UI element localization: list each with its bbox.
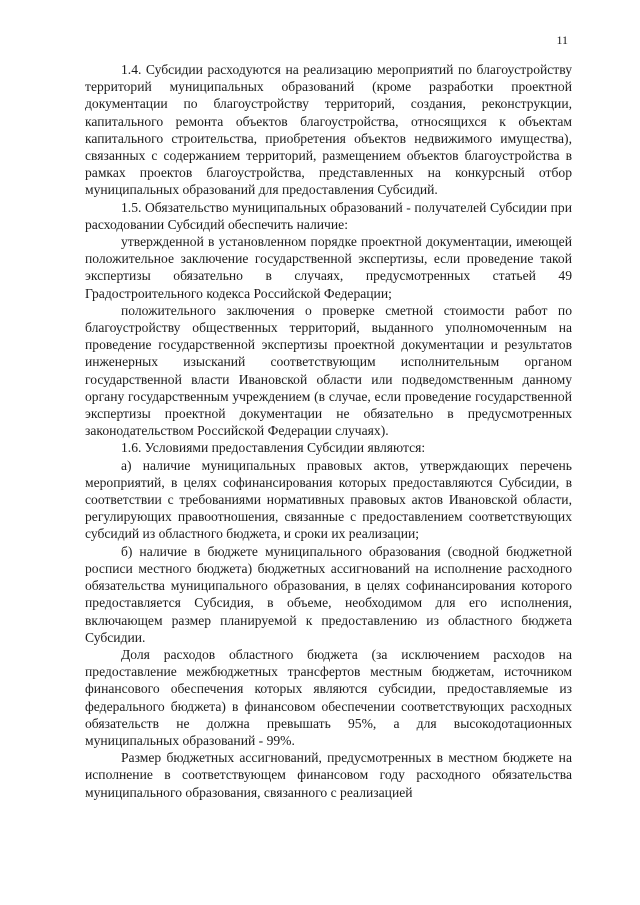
paragraph-1-6: 1.6. Условиями предоставления Субсидии являются: [121, 440, 426, 456]
paragraph-cost-estimate-conclusion: положительного заключения о проверке сметной стоимости работ по благоустройству общественных территорий, выданного уполномоченным на проведение государственной экспертизы проектной документации и результатов инженерных изысканий соответствующим исполнительным органом государственной власти Ивановской области или подведомственным данному органу государственным учреждением (в случае, если проведение государственной экспертизы проектной документации не обязательно в предусмотренных законодательством Российской Федерации случаях). [85, 302, 572, 439]
paragraph-1-5: 1.5. Обязательство муниципальных образований - получателей Субсидии при расходовании Субсидий обеспечить наличие: [85, 199, 572, 232]
paragraph-condition-b: б) наличие в бюджете муниципального образования (сводной бюджетной росписи местного бюджета) бюджетных ассигнований на исполнение расходного обязательства муниципального образования, в целях софинансирования которого предоставляется Субсидия, в объеме, необходимом для его исполнения, включающем размер планируемой к предоставлению из областного бюджета Субсидии. [85, 543, 572, 645]
paragraph-1-4: 1.4. Субсидии расходуются на реализацию мероприятий по благоустройству территорий муниципальных образований (кроме разработки проектной документации по благоустройству территорий, создания, реконструкции, капитального ремонта объектов благоустройства, относящихся к объектам капитального строительства, приобретения объектов недвижимого имущества), связанных с содержанием территорий, размещением объектов благоустройства в рамках проектов благоустройства, представленных на конкурсный отбор муниципальных образований для предоставления Субсидий. [85, 62, 572, 198]
paragraph-budget-share: Доля расходов областного бюджета (за исключением расходов на предоставление межбюджетных трансфертов местным бюджетам, источником финансового обеспечения которых являются субсидии, предоставляемые из федерального бюджета) в финансовом обеспечении соответствующих расходных обязательств не должна превышать 95%, а для высокодотационных муниципальных образований - 99%. [85, 646, 572, 748]
paragraph-condition-a: а) наличие муниципальных правовых актов, утверждающих перечень мероприятий, в целях софинансирования которых предоставляются Субсидии, в соответствии с требованиями нормативных правовых актов Ивановской области, регулирующих правоотношения, связанные с предоставлением соответствующих субсидий из областного бюджета, и сроки их реализации; [85, 457, 572, 542]
paragraph-design-documentation: утвержденной в установленном порядке проектной документации, имеющей положительное заключение государственной экспертизы, если проведение такой экспертизы обязательно в случаях, предусмотренных статьей 49 Градостроительного кодекса Российской Федерации; [85, 234, 572, 301]
paragraph-budget-allocations: Размер бюджетных ассигнований, предусмотренных в местном бюджете на исполнение в соответствующем финансовом году расходного обязательства муниципального образования, связанного с реализацией [85, 750, 572, 800]
document-body [85, 61, 572, 801]
page-number: 11 [556, 33, 568, 47]
